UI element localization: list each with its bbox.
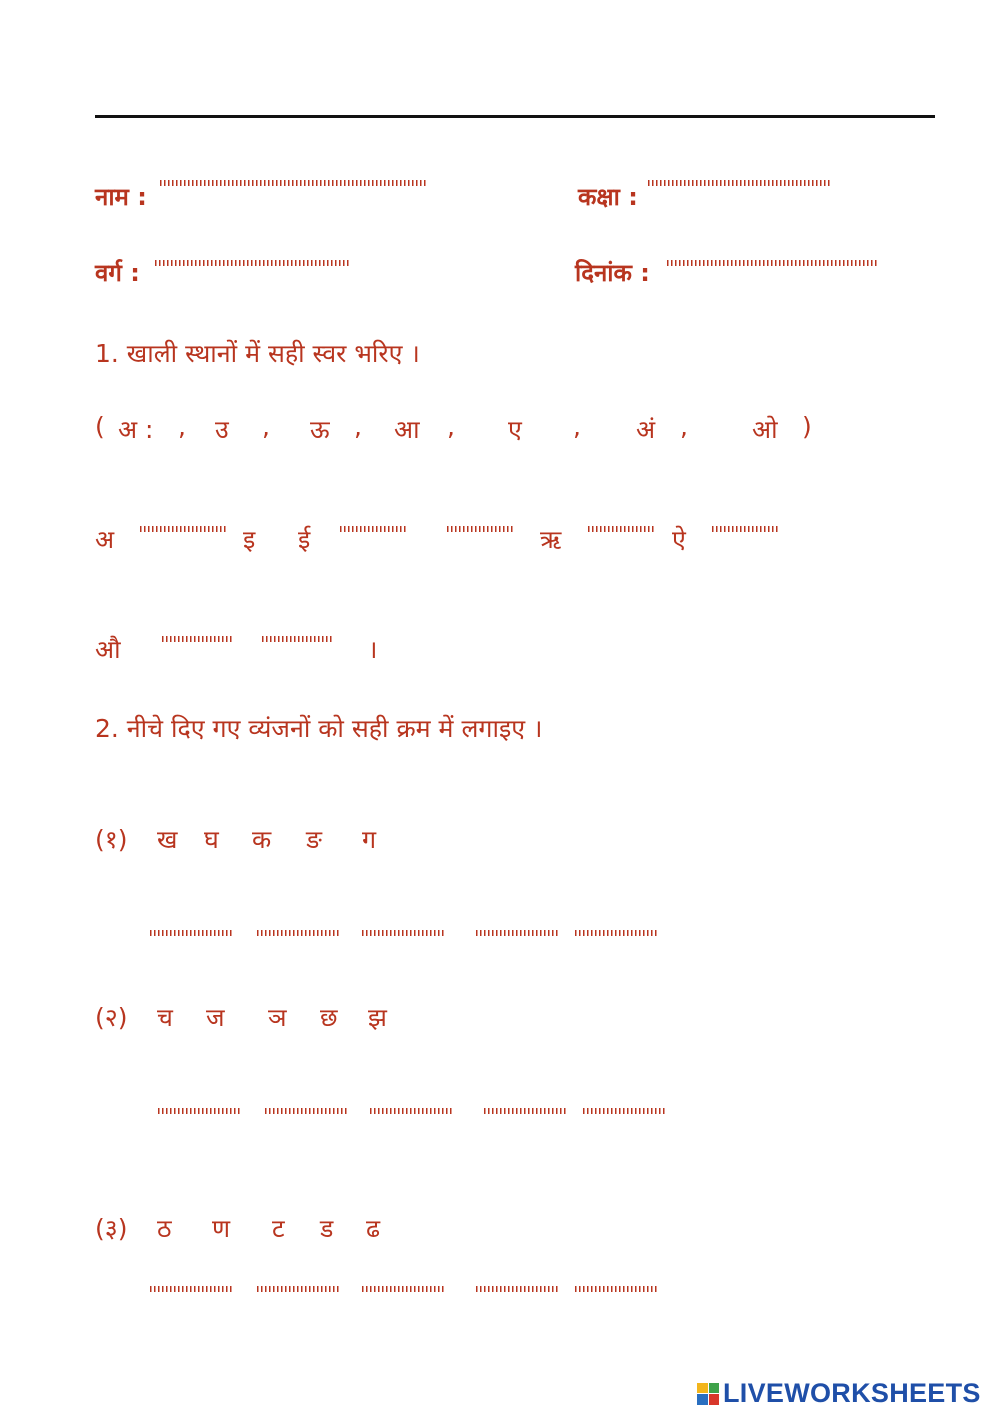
option-comma: , [447, 412, 455, 441]
consonant-item: छ [320, 1003, 338, 1032]
class-blank[interactable] [648, 180, 831, 186]
liveworksheets-logo[interactable] [697, 1378, 981, 1409]
vowel-blank[interactable] [447, 526, 515, 532]
answer-blank[interactable] [575, 1286, 657, 1292]
name-label: नाम : [95, 183, 147, 211]
logo-square [697, 1394, 708, 1405]
vowel-item: औ [95, 635, 121, 664]
option-item: उ [215, 415, 229, 444]
class-label: कक्षा : [578, 183, 638, 211]
answer-blank[interactable] [362, 930, 444, 936]
q1-line-1 [0, 522, 1000, 562]
option-comma: , [573, 412, 581, 441]
answer-blank[interactable] [484, 1108, 566, 1114]
consonant-item: च [157, 1003, 173, 1032]
answer-blank[interactable] [150, 1286, 232, 1292]
consonant-item: ड [320, 1214, 334, 1243]
option-comma: , [354, 412, 362, 441]
group-number: (३) [95, 1214, 128, 1243]
vowel-blank[interactable] [588, 526, 656, 532]
answer-blank[interactable] [257, 1286, 339, 1292]
q2-group-1-answers [0, 930, 1000, 940]
q2-title: 2. नीचे दिए गए व्यंजनों को सही क्रम में लगाइए । [95, 714, 543, 743]
option-comma: , [178, 412, 186, 441]
logo-text: LIVEWORKSHEETS [723, 1378, 981, 1408]
answer-blank[interactable] [370, 1108, 452, 1114]
answer-blank[interactable] [476, 1286, 558, 1292]
option-comma: , [680, 412, 688, 441]
vowel-blank[interactable] [712, 526, 780, 532]
vowel-item: ऐ [672, 525, 686, 554]
consonant-item: ज [206, 1003, 225, 1032]
vowel-item: ई [298, 525, 311, 554]
section-label: वर्ग : [95, 259, 140, 287]
consonant-item: ठ [157, 1214, 172, 1243]
top-rule [95, 115, 935, 118]
q1-options [0, 412, 1000, 452]
consonant-item: ण [212, 1214, 231, 1243]
consonant-item: ट [272, 1214, 285, 1243]
option-item: ऊ [310, 415, 330, 444]
options-open-paren: ( [95, 412, 105, 441]
q1-line-2 [0, 632, 1000, 672]
section-blank[interactable] [155, 260, 351, 266]
option-item: अं [636, 415, 656, 444]
answer-blank[interactable] [575, 930, 657, 936]
q2-group-3 [0, 1211, 1000, 1251]
vowel-blank[interactable] [340, 526, 408, 532]
consonant-item: ग [362, 825, 377, 854]
logo-mark-icon [697, 1383, 719, 1405]
q2-group-2-answers [0, 1108, 1000, 1118]
answer-blank[interactable] [158, 1108, 240, 1114]
q2-group-3-answers [0, 1286, 1000, 1296]
group-number: (१) [95, 825, 128, 854]
logo-square [697, 1383, 708, 1394]
q2-group-1 [0, 822, 1000, 862]
vowel-blank[interactable] [162, 636, 232, 642]
consonant-item: क [252, 825, 272, 854]
consonant-item: ढ [366, 1214, 381, 1243]
q1-title: 1. खाली स्थानों में सही स्वर भरिए । [95, 339, 420, 368]
answer-blank[interactable] [476, 930, 558, 936]
group-number: (२) [95, 1003, 128, 1032]
answer-blank[interactable] [150, 930, 232, 936]
consonant-item: ञ [268, 1003, 287, 1032]
consonant-item: ङ [306, 825, 322, 854]
name-blank[interactable] [160, 180, 428, 186]
consonant-item: झ [368, 1003, 387, 1032]
option-comma: , [262, 412, 270, 441]
options-close-paren: ) [802, 412, 812, 441]
vowel-item: अ [95, 525, 115, 554]
option-item: अ : [118, 415, 154, 444]
option-item: ओ [752, 415, 778, 444]
date-label: दिनांक : [575, 259, 650, 287]
vowel-blank[interactable] [262, 636, 332, 642]
q2-group-2 [0, 1000, 1000, 1040]
full-stop: । [368, 635, 378, 664]
vowel-item: ऋ [540, 525, 562, 554]
consonant-item: घ [204, 825, 219, 854]
vowel-item: इ [243, 525, 256, 554]
logo-square [709, 1383, 720, 1394]
option-item: आ [394, 415, 420, 444]
answer-blank[interactable] [257, 930, 339, 936]
option-item: ए [508, 415, 522, 444]
answer-blank[interactable] [265, 1108, 347, 1114]
vowel-blank[interactable] [140, 526, 228, 532]
answer-blank[interactable] [583, 1108, 665, 1114]
date-blank[interactable] [667, 260, 877, 266]
consonant-item: ख [157, 825, 178, 854]
logo-square [709, 1394, 720, 1405]
answer-blank[interactable] [362, 1286, 444, 1292]
